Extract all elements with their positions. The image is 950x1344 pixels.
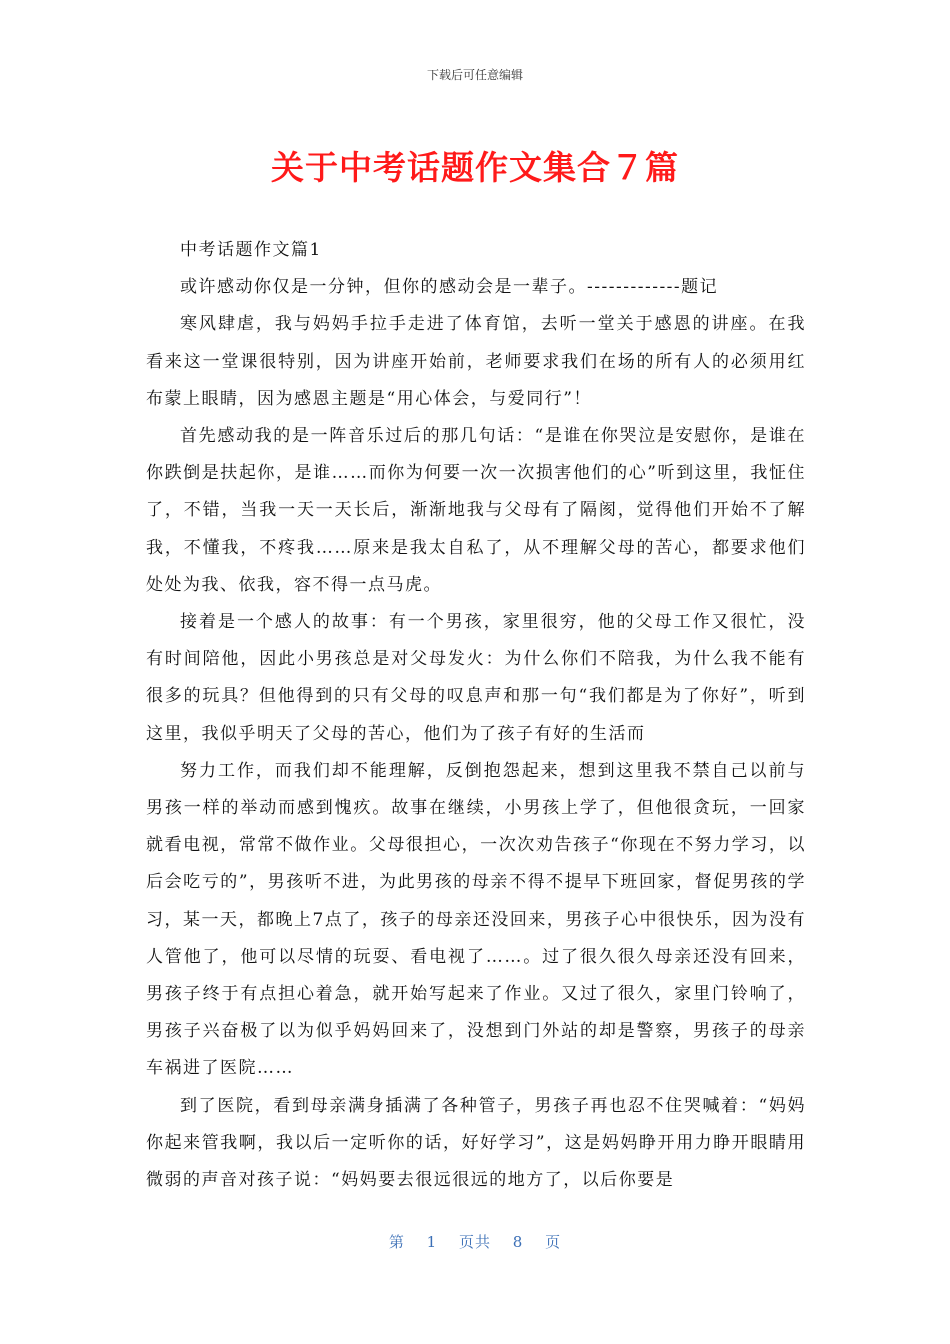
body-paragraph: 寒风肆虐，我与妈妈手拉手走进了体育馆，去听一堂关于感恩的讲座。在我看来这一堂课很特别，因为讲座开始前，老师要求我们在场的所有人的必须用红布蒙上眼睛，因为感恩主题是“用心体会，与爱同行”！	[146, 314, 806, 409]
footer-page-number: 1	[426, 1233, 438, 1251]
header-note: 下载后可任意编辑	[426, 68, 523, 82]
document-title: 关于中考话题作文集合７篇	[271, 148, 679, 187]
footer-page-suffix: 页	[545, 1233, 562, 1251]
body-paragraph: 首先感动我的是一阵音乐过后的那几句话：“是谁在你哭泣是安慰你，是谁在你跌倒是扶起你，是谁……而你为何要一次一次损害他们的心”听到这里，我怔住了，不错，当我一天一天长后，渐渐地我与父母有了隔阂，觉得他们开始不了解我，不懂我，不疼我……原来是我太自私了，从不理解父母的苦心，都要求他们处处为我、依我，容不得一点马虎。	[146, 426, 806, 595]
body-paragraph: 努力工作，而我们却不能理解，反倒抱怨起来，想到这里我不禁自己以前与男孩一样的举动而感到愧疚。故事在继续，小男孩上学了，但他很贪玩，一回家就看电视，常常不做作业。父母很担心，一次次劝告孩子“你现在不努力学习，以后会吃亏的”，男孩听不进，为此男孩的母亲不得不提早下班回家，督促男孩的学习，某一天，都晚上7点了，孩子的母亲还没回来，男孩子心中很快乐，因为没有人管他了，他可以尽情的玩耍、看电视了……。过了很久很久母亲还没有回来，男孩子终于有点担心着急，就开始写起来了作业。又过了很久，家里门铃响了，男孩子兴奋极了以为似乎妈妈回来了，没想到门外站的却是警察，男孩子的母亲车祸进了医院……	[146, 760, 806, 1079]
page-footer	[0, 1231, 950, 1252]
body-paragraph: 或许感动你仅是一分钟，但你的感动会是一辈子。-------------题记	[180, 277, 719, 298]
section-heading: 中考话题作文篇1	[180, 240, 322, 260]
body-paragraph: 到了医院，看到母亲满身插满了各种管子，男孩子再也忍不住哭喊着：“妈妈你起来管我啊，我以后一定听你的话，好好学习”，这是妈妈睁开用力睁开眼睛用微弱的声音对孩子说：“妈妈要去很远很远的地方了，以后你要是	[146, 1095, 806, 1191]
document-body	[146, 232, 806, 1199]
footer-page-prefix: 第	[388, 1233, 405, 1251]
footer-page-middle: 页共	[458, 1233, 491, 1251]
footer-page-total: 8	[512, 1233, 524, 1251]
body-paragraph: 接着是一个感人的故事：有一个男孩，家里很穷，他的父母工作又很忙，没有时间陪他，因此小男孩总是对父母发火：为什么你们不陪我，为什么我不能有很多的玩具？但他得到的只有父母的叹息声和那一句“我们都是为了你好”，听到这里，我似乎明天了父母的苦心，他们为了孩子有好的生活而	[146, 612, 806, 744]
